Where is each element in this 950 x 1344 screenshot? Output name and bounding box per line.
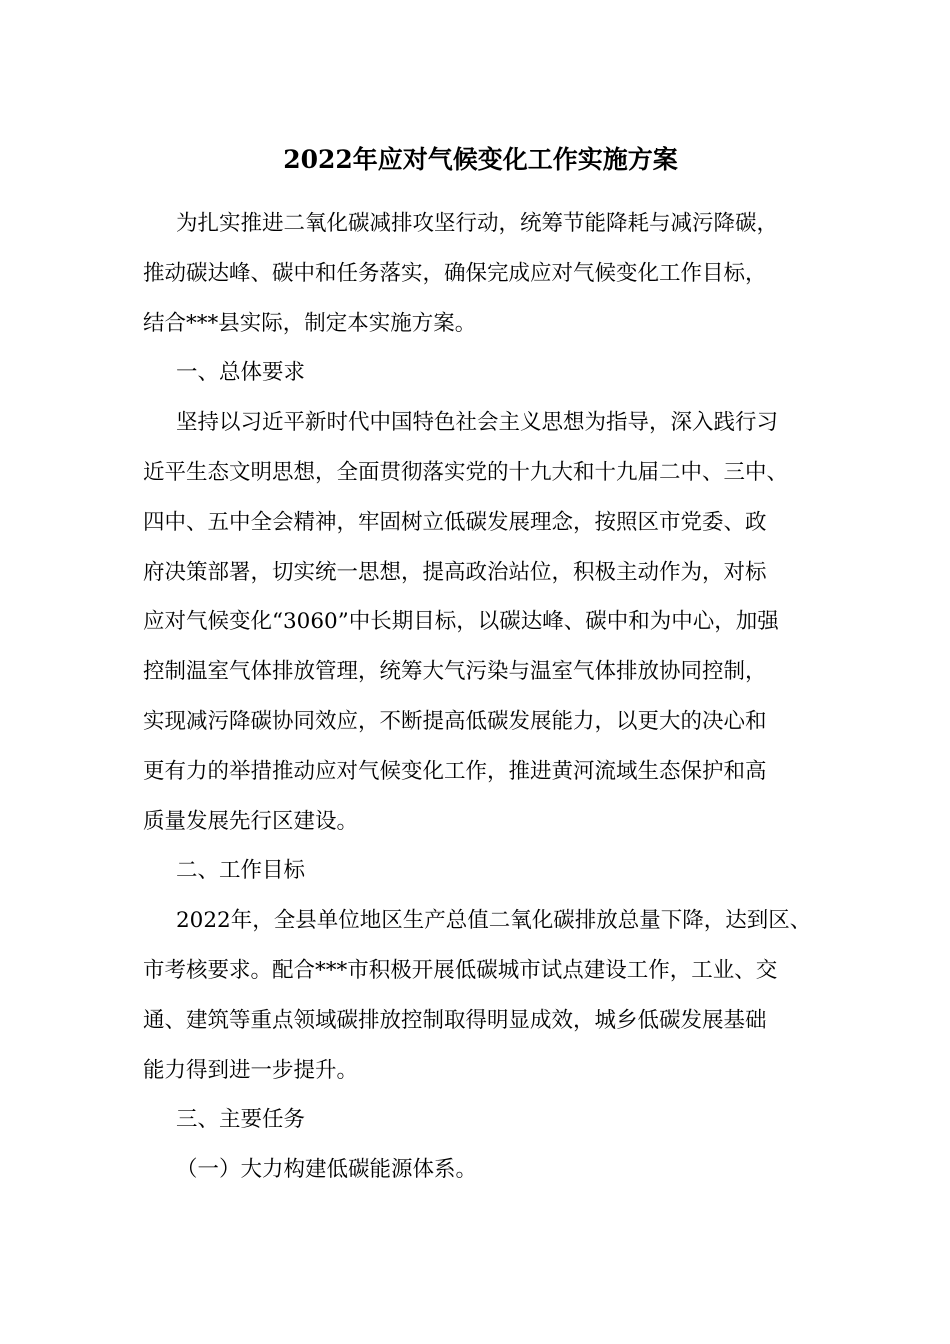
subsection-heading: （一）大力构建低碳能源体系。 <box>176 1157 478 1183</box>
body-line: 实现减污降碳协同效应，不断提高低碳发展能力，以更大的决心和 <box>143 708 767 734</box>
body-line: 更有力的举措推动应对气候变化工作，推进黄河流域生态保护和高 <box>143 758 767 784</box>
body-line: 控制温室气体排放管理，统筹大气污染与温室气体排放协同控制， <box>143 659 767 685</box>
body-line: 推动碳达峰、碳中和任务落实，确保完成应对气候变化工作目标， <box>143 260 767 286</box>
body-line: 2022年，全县单位地区生产总值二氧化碳排放总量下降，达到区、 <box>176 908 812 934</box>
body-line: 近平生态文明思想，全面贯彻落实党的十九大和十九届二中、三中、 <box>143 459 789 485</box>
body-line: 应对气候变化“3060”中长期目标，以碳达峰、碳中和为中心，加强 <box>143 609 779 635</box>
body-line: 坚持以习近平新时代中国特色社会主义思想为指导，深入践行习 <box>176 410 779 436</box>
body-line: 通、建筑等重点领域碳排放控制取得明显成效，城乡低碳发展基础 <box>143 1007 767 1033</box>
body-line: 府决策部署，切实统一思想，提高政治站位，积极主动作为，对标 <box>143 559 767 585</box>
document-body <box>143 199 818 1195</box>
body-line: 为扎实推进二氧化碳减排攻坚行动，统筹节能降耗与减污降碳， <box>176 211 779 236</box>
section-heading: 二、工作目标 <box>176 858 306 884</box>
body-line: 四中、五中全会精神，牢固树立低碳发展理念，按照区市党委、政 <box>143 509 767 535</box>
section-heading: 一、总体要求 <box>176 360 306 386</box>
document-page <box>143 0 818 1344</box>
body-line: 结合***县实际，制定本实施方案。 <box>143 310 477 336</box>
body-line: 市考核要求。配合***市积极开展低碳城市试点建设工作，工业、交 <box>143 957 778 983</box>
body-line: 质量发展先行区建设。 <box>143 808 359 834</box>
section-heading: 三、主要任务 <box>176 1107 306 1133</box>
body-line: 能力得到进一步提升。 <box>143 1057 359 1083</box>
document-title: 2022年应对气候变化工作实施方案 <box>283 145 678 174</box>
